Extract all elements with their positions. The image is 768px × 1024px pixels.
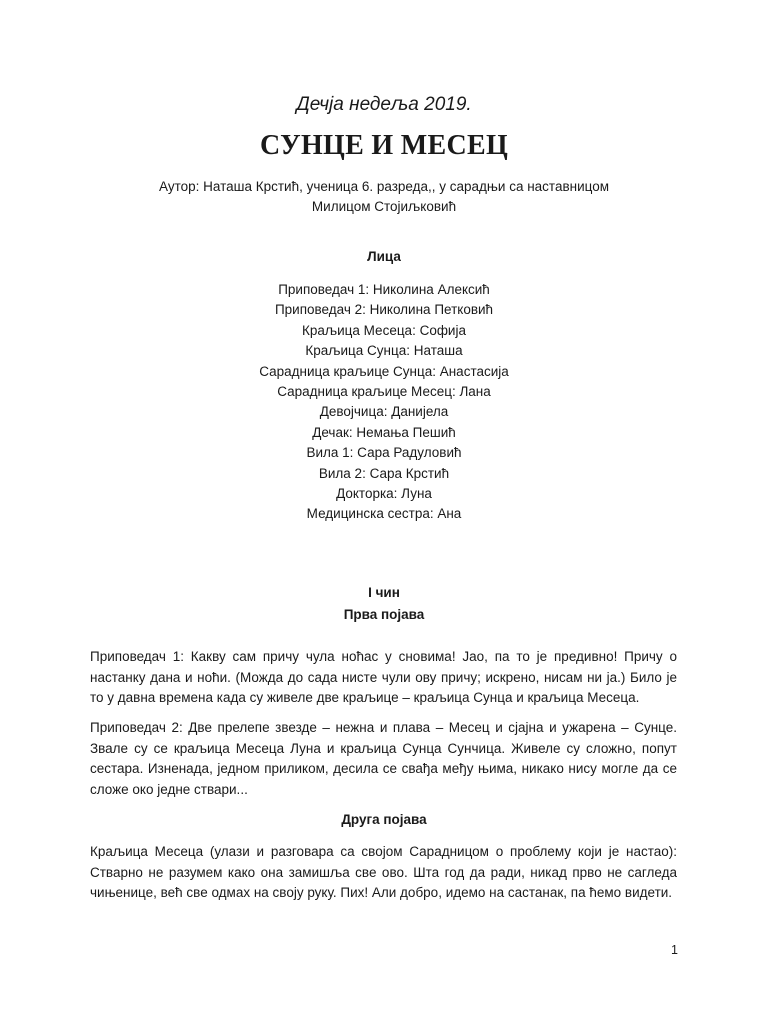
narrator-1-paragraph: Приповедач 1: Какву сам причу чула ноћас у сновима! Јао, па то је предивно! Причу о настанку дана и ноћи. (Можда до сада нисте чули ову причу; искрено, нисам ни ја.) Било је то у давна времена када су живеле две краљице – краљица Сунца и краљица Месеца. (90, 649, 677, 705)
cast-item: Сарадница краљице Сунца: Анастасија (259, 363, 509, 379)
author-credit (0, 177, 768, 217)
play-title: СУНЦЕ И МЕСЕЦ (259, 130, 509, 161)
cast-item: Вила 2: Сара Крстић (318, 465, 450, 481)
cast-item: Краљица Месеца: Софија (302, 322, 466, 338)
cast-item: Вила 1: Сара Радуловић (306, 445, 462, 461)
cast-heading: Лица (367, 249, 401, 264)
cast-item: Девојчица: Данијела (319, 404, 449, 420)
author-line-2: Милицом Стојиљковић (311, 199, 457, 214)
event-subtitle: Дечја недеља 2019. (296, 94, 472, 115)
page-number: 1 (671, 943, 678, 957)
cast-item: Приповедач 2: Николина Петковић (274, 302, 494, 318)
scene-2-heading: Друга појава (341, 812, 427, 827)
cast-item: Медицинска сестра: Ана (306, 506, 462, 522)
scene-1-heading: Прва појава (343, 607, 425, 622)
cast-item: Докторка: Луна (336, 485, 432, 501)
narrator-2-paragraph: Приповедач 2: Две прелепе звезде – нежна и плава – Месец и сјајна и ужарена – Сунце. Звале су се краљица Месеца Луна и краљица Сунца Сунчица. Живеле су сложно, попут сестара. Изненада, једном приликом, десила се свађа међу њима, никако нису могле да се сложе око једне ствари... (90, 720, 677, 797)
cast-list (0, 280, 768, 525)
act-heading: I чин (368, 585, 400, 600)
cast-item: Приповедач 1: Николина Алексић (278, 282, 490, 297)
cast-item: Дечак: Немања Пешић (312, 424, 456, 440)
cast-item: Краљица Сунца: Наташа (305, 343, 463, 359)
cast-item: Сарадница краљице Месец: Лана (277, 383, 491, 399)
author-line-1: Аутор: Наташа Крстић, ученица 6. разреда,, у сарадњи са наставницом (158, 179, 609, 194)
moon-queen-paragraph: Краљица Месеца (улази и разговара са својом Сарадницом о проблему који је настао): Стварно не разумем како она замишља све ово. Шта год да ради, никад прво не сагледа чињенице, већ све одмах на своју руку. Пих! Али добро, идемо на састанак, па ћемо видети. (90, 844, 677, 900)
